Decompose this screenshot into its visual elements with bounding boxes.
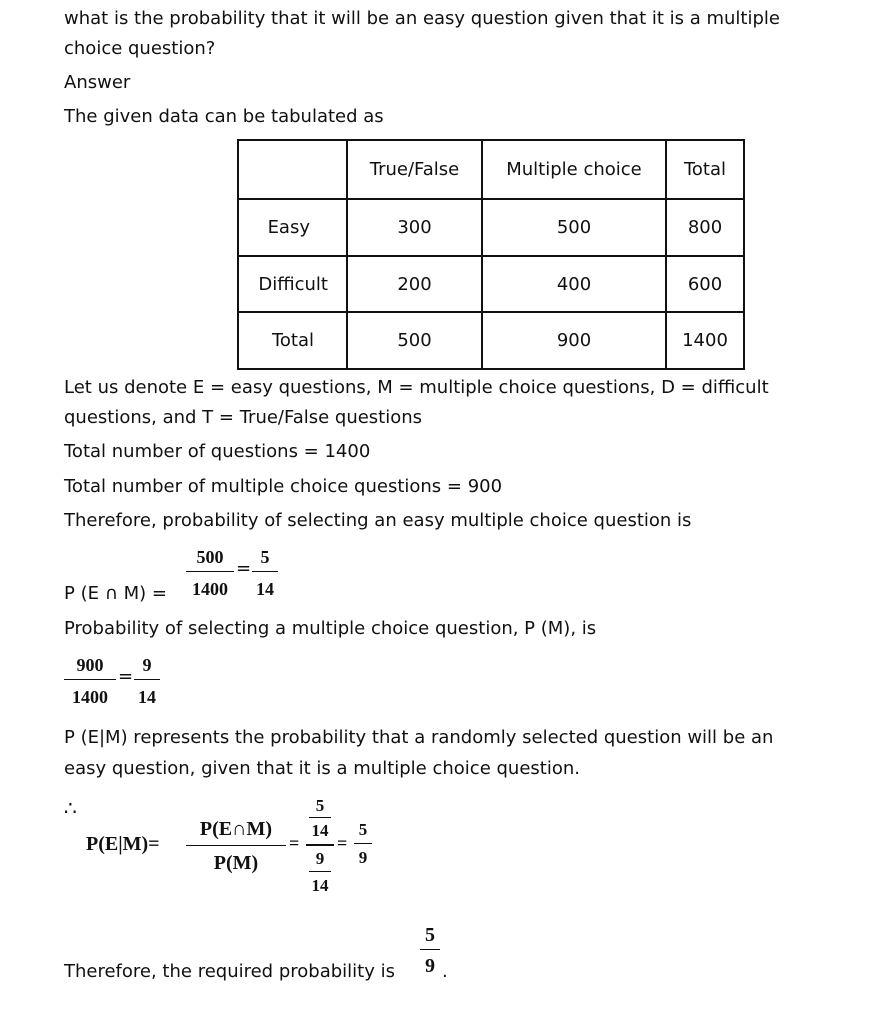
fraction-bar — [252, 571, 278, 572]
fraction-numerator: 5 — [315, 796, 325, 815]
fraction-numerator: 9 — [315, 849, 325, 868]
fraction-bar — [134, 679, 160, 680]
question-line-2: choice question? — [64, 38, 216, 59]
fraction-9-14 — [134, 653, 160, 709]
final-answer-line: Therefore, the required probability is — [64, 961, 395, 982]
cond-lhs: P(E|M)= — [86, 833, 160, 855]
pem-line-1: P (E|M) represents the probability that a randomly selected question will be an — [64, 727, 774, 748]
row-label: Easy — [238, 199, 347, 256]
fraction-bar — [309, 817, 331, 818]
answer-heading: Answer — [64, 72, 131, 93]
table-header-cell — [238, 140, 347, 199]
fraction-bar — [420, 949, 440, 950]
table-header-cell: Multiple choice — [482, 140, 666, 199]
fraction-bar — [186, 845, 286, 846]
final-period: . — [442, 961, 448, 982]
denote-line-1: Let us denote E = easy questions, M = multiple choice questions, D = difficult — [64, 377, 769, 398]
equals-sign: = — [236, 558, 252, 579]
table-intro: The given data can be tabulated as — [64, 106, 384, 127]
fraction-numerator: 5 — [425, 924, 435, 946]
fraction-5-9 — [354, 816, 372, 876]
fraction-bar — [354, 843, 372, 844]
row-label: Difficult — [238, 256, 347, 312]
table-row — [238, 199, 744, 256]
fraction-bar — [309, 871, 331, 872]
fraction-denominator: 1400 — [72, 687, 108, 707]
fraction-numerator: P(E∩M) — [199, 818, 273, 840]
question-line-1: what is the probability that it will be an easy question given that it is a multiple — [64, 8, 780, 29]
therefore-easy-line: Therefore, probability of selecting an easy multiple choice question is — [64, 510, 692, 531]
fraction-denominator: 14 — [256, 579, 274, 599]
table-cell: 500 — [482, 199, 666, 256]
table-cell: 500 — [347, 312, 482, 369]
fraction-5-14 — [252, 545, 278, 601]
table-header-cell: True/False — [347, 140, 482, 199]
main-fraction-bar — [306, 844, 334, 846]
fraction-pem-over-pm — [186, 814, 286, 878]
fraction-900-1400 — [64, 653, 116, 709]
final-fraction — [420, 922, 440, 980]
fraction-denominator: P(M) — [213, 852, 259, 874]
fraction-denominator: 14 — [138, 687, 156, 707]
fraction-bar — [64, 679, 116, 680]
table-cell: 800 — [666, 199, 744, 256]
table-header-cell: Total — [666, 140, 744, 199]
prob-m-line: Probability of selecting a multiple choice question, P (M), is — [64, 618, 597, 639]
therefore-symbol: ∴ — [64, 796, 77, 820]
p-e-cap-m-label: P (E ∩ M) = — [64, 583, 167, 604]
table-cell: 600 — [666, 256, 744, 312]
fraction-bar — [186, 571, 234, 572]
fraction-denominator: 9 — [358, 848, 368, 867]
fraction-denominator: 14 — [311, 876, 329, 895]
table-cell: 900 — [482, 312, 666, 369]
table-header-row — [238, 140, 744, 199]
fraction-denominator: 9 — [425, 955, 435, 977]
equals-sign: = — [289, 833, 300, 853]
table-cell: 200 — [347, 256, 482, 312]
table-cell: 1400 — [666, 312, 744, 369]
complex-fraction — [306, 792, 334, 902]
fraction-denominator: 14 — [311, 821, 329, 840]
pem-line-2: easy question, given that it is a multiple choice question. — [64, 758, 580, 779]
table-cell: 400 — [482, 256, 666, 312]
fraction-numerator: 900 — [76, 655, 104, 675]
equals-sign: = — [337, 833, 348, 853]
fraction-500-1400 — [186, 545, 234, 601]
table-row — [238, 256, 744, 312]
fraction-numerator: 5 — [260, 547, 270, 567]
fraction-numerator: 500 — [196, 547, 224, 567]
fraction-denominator: 1400 — [192, 579, 228, 599]
question-table — [237, 139, 745, 370]
fraction-numerator: 9 — [142, 655, 152, 675]
total-mc-line: Total number of multiple choice questions = 900 — [64, 476, 503, 497]
table-cell: 300 — [347, 199, 482, 256]
equals-sign: = — [118, 666, 134, 687]
table-row — [238, 312, 744, 369]
denote-line-2: questions, and T = True/False questions — [64, 407, 423, 428]
total-questions-line: Total number of questions = 1400 — [64, 441, 371, 462]
row-label: Total — [238, 312, 347, 369]
fraction-numerator: 5 — [358, 820, 368, 839]
